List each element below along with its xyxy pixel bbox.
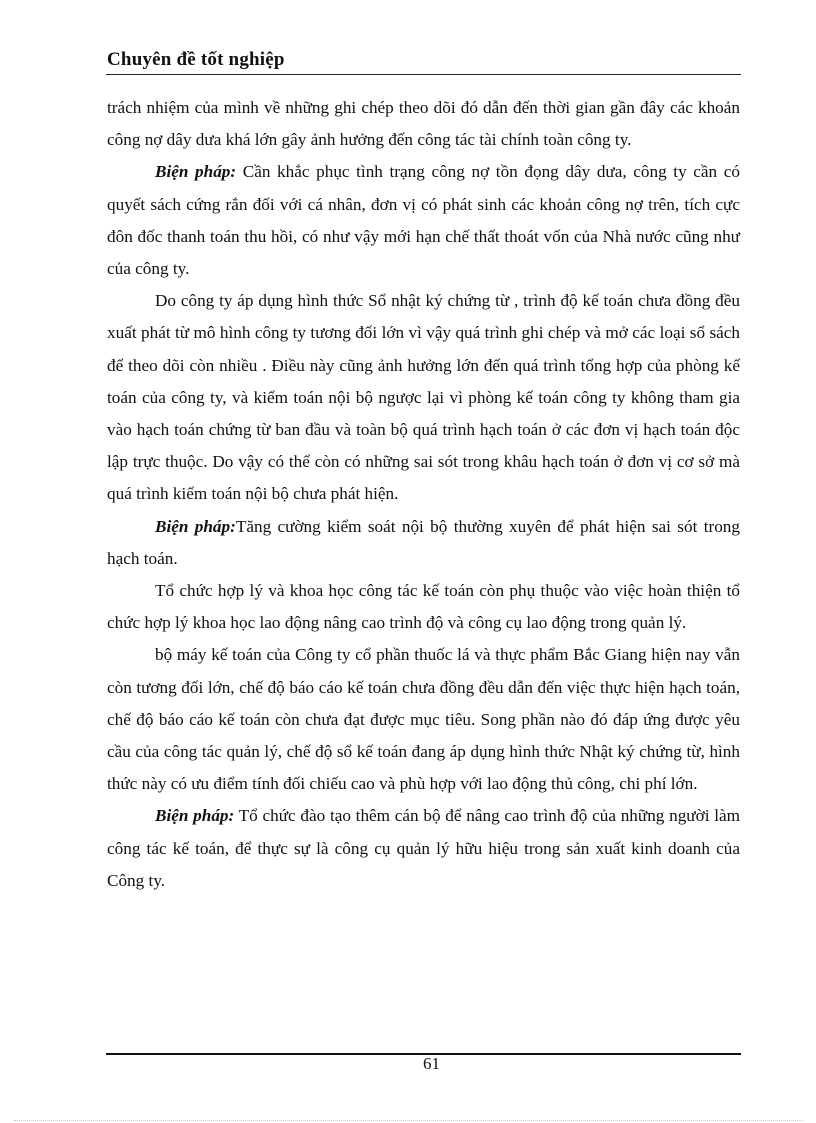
paragraph-6: bộ máy kế toán của Công ty cổ phần thuốc lá và thực phẩm Bắc Giang hiện nay vẫn còn tương đối lớn, chế độ báo cáo kế toán chưa đồng đều dẫn đến việc thực hiện hạch toán, chế độ báo cáo kế toán còn chưa đạt được mục tiêu. Song phần nào đó đáp ứng được yêu cầu của công tác quản lý, chế độ sổ kế toán đang áp dụng hình thức Nhật ký chứng từ, hình thức này có ưu điểm tính đối chiếu cao và phù hợp với lao động thủ công, chi phí lớn. [107,645,740,794]
page-edge-dots [14,1120,802,1121]
header-rule [106,74,741,75]
measure-label: Biện pháp: [155,162,237,182]
measure-label: Biện pháp: [155,516,236,536]
page-number: 61 [423,1054,440,1073]
body-text [107,92,740,897]
paragraph-7 [107,800,740,897]
paragraph-text: Tổ chức đào tạo thêm cán bộ để nâng cao trình độ của những người làm công tác kế toán, để thực sự là công cụ quản lý hữu hiệu trong sản xuất kinh doanh của Công ty. [107,806,740,890]
header-title: Chuyên đề tốt nghiệp [107,49,285,70]
paragraph-text: Tăng cường kiểm soát nội bộ thường xuyên để phát hiện sai sót trong hạch toán. [107,516,740,568]
paragraph-4 [107,511,740,575]
paragraph-1: trách nhiệm của mình về những ghi chép theo dõi đó dẫn đến thời gian gần đây các khoản công nợ dây dưa khá lớn gây ảnh hưởng đến công tác tài chính toàn công ty. [107,98,740,150]
paragraph-3: Do công ty áp dụng hình thức Sổ nhật ký chứng từ , trình độ kế toán chưa đồng đều xuất phát từ mô hình công ty tương đối lớn vì vậy quá trình ghi chép và mở các loại sổ sách để theo dõi còn nhiều . Điều này cũng ảnh hưởng lớn đến quá trình tổng hợp của phòng kế toán của công ty, và kiểm toán nội bộ ngược lại vì phòng kế toán công ty không tham gia vào hạch toán chứng từ ban đầu và toàn bộ quá trình hạch toán ở các đơn vị hạch toán độc lập trực thuộc. Do vậy có thể còn có những sai sót trong khâu hạch toán ở đơn vị cơ sở mà quá trình kiểm toán nội bộ chưa phát hiện. [107,291,740,504]
paragraph-text: Cần khắc phục tình trạng công nợ tồn đọng dây dưa, công ty cần có quyết sách cứng rắn đối với cá nhân, đơn vị có phát sinh các khoản công nợ trên, tích cực đôn đốc thanh toán thu hồi, có như vậy mới hạn chế thất thoát vốn của Nhà nước cũng như của công ty. [107,162,740,279]
paragraph-5: Tổ chức hợp lý và khoa học công tác kế toán còn phụ thuộc vào việc hoàn thiện tổ chức hợp lý khoa học lao động nâng cao trình độ và công cụ lao động trong quản lý. [107,581,740,633]
measure-label: Biện pháp: [155,806,235,826]
paragraph-2 [107,156,740,285]
